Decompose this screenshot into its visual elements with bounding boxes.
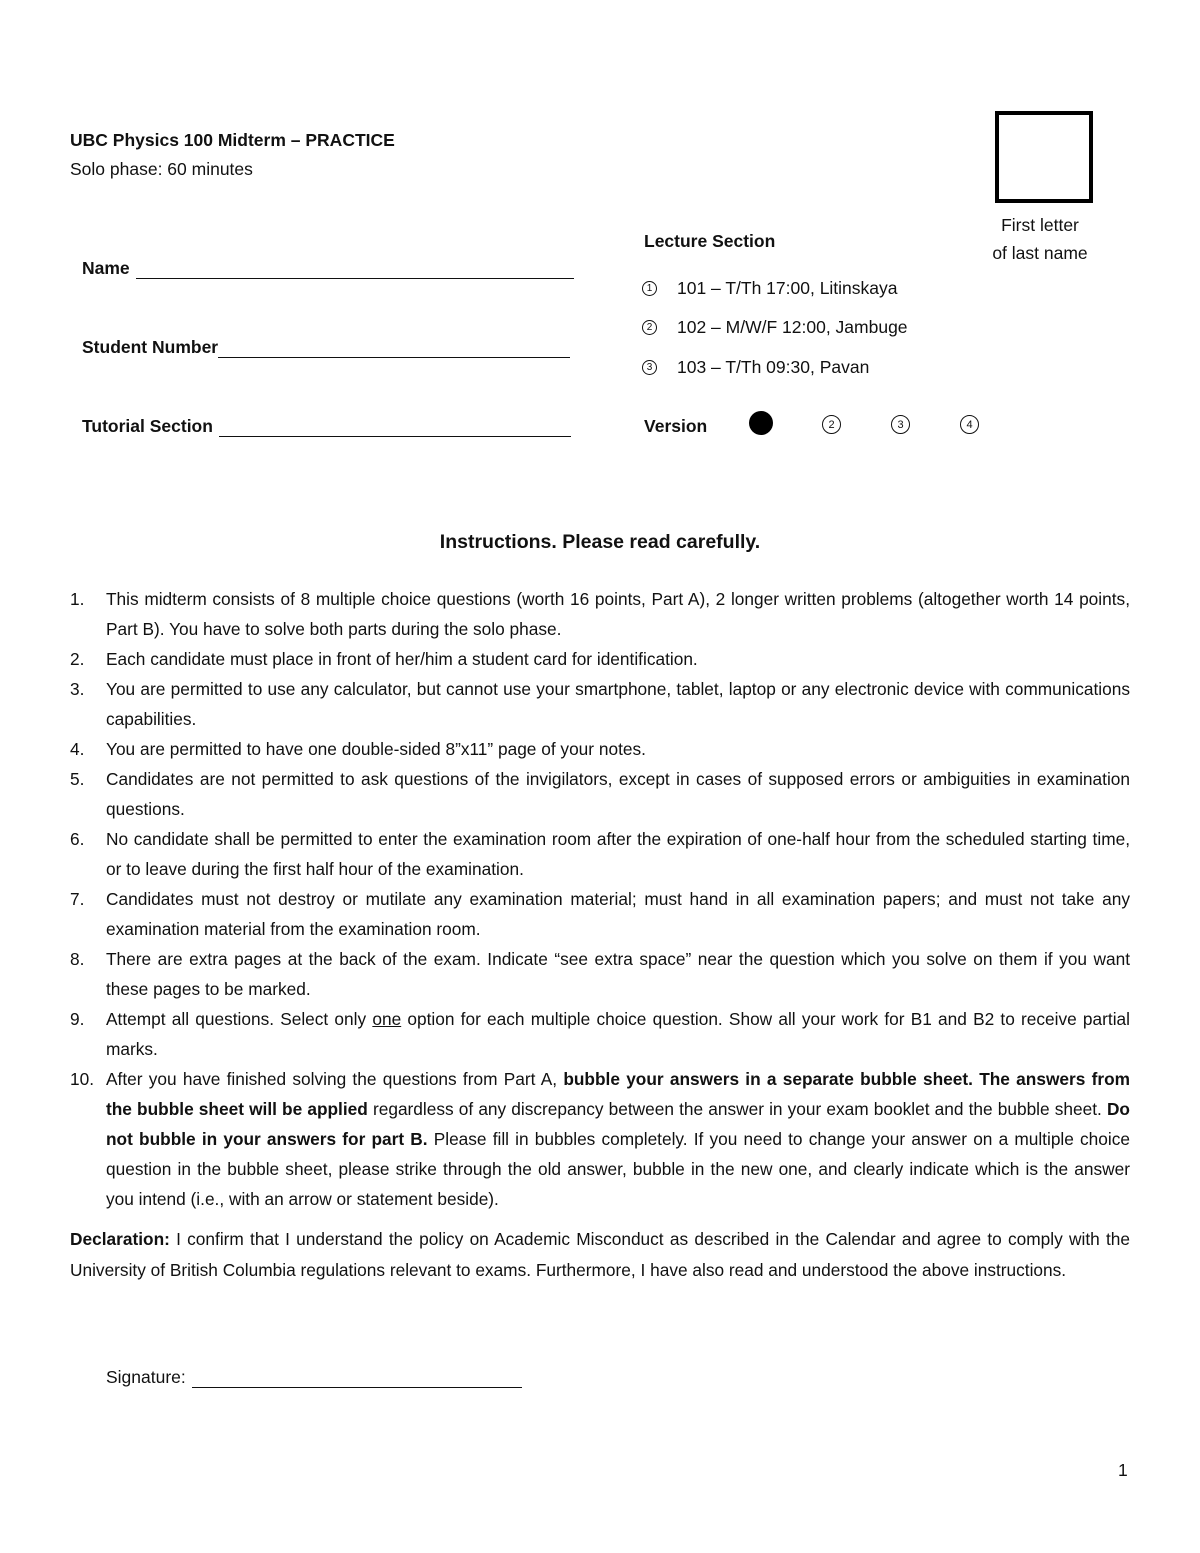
instruction-fragment: Candidates are not permitted to ask questions of the invigilators, except in cases of supposed errors or ambiguities in examination questions. xyxy=(106,769,1130,819)
instruction-text xyxy=(106,824,1130,884)
last-name-letter-box[interactable] xyxy=(995,111,1093,203)
letter-box-caption-line2: of last name xyxy=(992,243,1088,263)
instruction-fragment: Candidates must not destroy or mutilate any examination material; must hand in all examination papers; and must not take any examination material from the examination room. xyxy=(106,889,1130,939)
lecture-option-label: 102 – M/W/F 12:00, Jambuge xyxy=(677,317,908,337)
instruction-text xyxy=(106,1004,1130,1064)
declaration-label: Declaration: xyxy=(70,1229,170,1249)
lecture-section-heading: Lecture Section xyxy=(644,231,776,251)
name-field xyxy=(82,258,574,279)
instruction-number: 9. xyxy=(70,1009,85,1029)
instruction-fragment: This midterm consists of 8 multiple choice questions (worth 16 points, Part A), 2 longer written problems (altogether worth 14 points, Part B). You have to solve both parts during the solo phase. xyxy=(106,589,1130,639)
instruction-fragment: There are extra pages at the back of the exam. Indicate “see extra space” near the question which you solve on them if you want these pages to be marked. xyxy=(106,949,1130,999)
version-bubble-2[interactable]: 2 xyxy=(822,415,841,434)
tutorial-section-field xyxy=(82,416,571,437)
exam-duration: Solo phase: 60 minutes xyxy=(70,159,253,179)
version-bubble-1-filled[interactable] xyxy=(749,411,773,435)
tutorial-section-label: Tutorial Section xyxy=(82,416,213,436)
instruction-number: 1. xyxy=(70,589,85,609)
instruction-fragment: Attempt all questions. Select only xyxy=(106,1009,373,1029)
declaration-paragraph xyxy=(70,1224,1130,1285)
student-number-input-line[interactable] xyxy=(218,339,570,358)
signature-label: Signature: xyxy=(106,1367,186,1387)
instructions-heading: Instructions. Please read carefully. xyxy=(439,531,761,553)
instruction-text xyxy=(106,674,1130,734)
instruction-fragment: regardless of any discrepancy between the answer in your exam booklet and the bubble sheet. xyxy=(367,1099,1107,1119)
instruction-fragment: After you have finished solving the questions from Part A, xyxy=(106,1069,564,1089)
instructions-list xyxy=(70,584,1130,1214)
declaration-text: I confirm that I understand the policy on Academic Misconduct as described in the Calendar and agree to comply with the University of British Columbia regulations relevant to exams. Furthermore, I have also read and understood the above instructions. xyxy=(70,1229,1130,1280)
instruction-number: 2. xyxy=(70,649,85,669)
instruction-fragment: Each candidate must place in front of her/him a student card for identification. xyxy=(106,649,698,669)
instruction-item xyxy=(70,674,1130,734)
instruction-text xyxy=(106,644,1130,674)
lecture-option-103[interactable] xyxy=(642,357,869,378)
instruction-fragment: You are permitted to have one double-sided 8”x11” page of your notes. xyxy=(106,739,646,759)
instruction-number: 4. xyxy=(70,739,85,759)
version-bubble-3[interactable]: 3 xyxy=(891,415,910,434)
instruction-fragment: No candidate shall be permitted to enter the examination room after the expiration of one-half hour from the scheduled starting time, or to leave during the first half hour of the examination. xyxy=(106,829,1130,879)
instruction-emphasis: Do not bubble in your answers for part B. xyxy=(106,1099,1130,1149)
instruction-item xyxy=(70,884,1130,944)
signature-field xyxy=(106,1367,522,1388)
instruction-item xyxy=(70,824,1130,884)
instruction-fragment: option for each multiple choice question. Show all your work for B1 and B2 to receive partial marks. xyxy=(106,1009,1130,1059)
name-label: Name xyxy=(82,258,130,278)
name-input-line[interactable] xyxy=(136,260,574,279)
instruction-fragment: You are permitted to use any calculator, but cannot use your smartphone, tablet, laptop or any electronic device with communications capabilities. xyxy=(106,679,1130,729)
instruction-text xyxy=(106,1064,1130,1214)
letter-box-caption xyxy=(970,211,1110,267)
instruction-text xyxy=(106,944,1130,1004)
version-bubble-4[interactable]: 4 xyxy=(960,415,979,434)
instruction-item xyxy=(70,764,1130,824)
instruction-item xyxy=(70,1064,1130,1214)
instruction-number: 7. xyxy=(70,889,85,909)
lecture-option-101[interactable] xyxy=(642,278,898,299)
instruction-text xyxy=(106,884,1130,944)
instruction-item xyxy=(70,944,1130,1004)
lecture-option-label: 103 – T/Th 09:30, Pavan xyxy=(677,357,870,377)
instruction-item xyxy=(70,584,1130,644)
student-number-label: Student Number xyxy=(82,337,219,357)
instruction-number: 8. xyxy=(70,949,85,969)
instruction-number: 6. xyxy=(70,829,85,849)
instruction-emphasis: bubble your answers in a separate bubble sheet. The answers from the bubble sheet will be applied xyxy=(106,1069,1130,1119)
signature-input-line[interactable] xyxy=(192,1369,522,1388)
instruction-text xyxy=(106,584,1130,644)
bubble-icon[interactable]: 3 xyxy=(642,360,657,375)
instruction-underline: one xyxy=(372,1009,402,1029)
lecture-option-label: 101 – T/Th 17:00, Litinskaya xyxy=(677,278,898,298)
instruction-item xyxy=(70,1004,1130,1064)
instruction-number: 10. xyxy=(70,1069,95,1089)
instruction-number: 3. xyxy=(70,679,85,699)
bubble-icon[interactable]: 2 xyxy=(642,320,657,335)
student-number-field xyxy=(82,337,570,358)
instruction-item xyxy=(70,644,1130,674)
page-number: 1 xyxy=(1118,1460,1128,1480)
instruction-item xyxy=(70,734,1130,764)
version-label: Version xyxy=(644,416,708,436)
lecture-option-102[interactable] xyxy=(642,317,908,338)
tutorial-section-input-line[interactable] xyxy=(219,418,571,437)
instruction-text xyxy=(106,734,1130,764)
instruction-fragment: Please fill in bubbles completely. If you need to change your answer on a multiple choice question in the bubble sheet, please strike through the old answer, bubble in the new one, and clearly indicate which is the answer you intend (i.e., with an arrow or statement beside). xyxy=(106,1129,1130,1209)
exam-title: UBC Physics 100 Midterm – PRACTICE xyxy=(70,130,395,150)
instruction-number: 5. xyxy=(70,769,85,789)
letter-box-caption-line1: First letter xyxy=(1001,215,1079,235)
instruction-text xyxy=(106,764,1130,824)
bubble-icon[interactable]: 1 xyxy=(642,281,657,296)
